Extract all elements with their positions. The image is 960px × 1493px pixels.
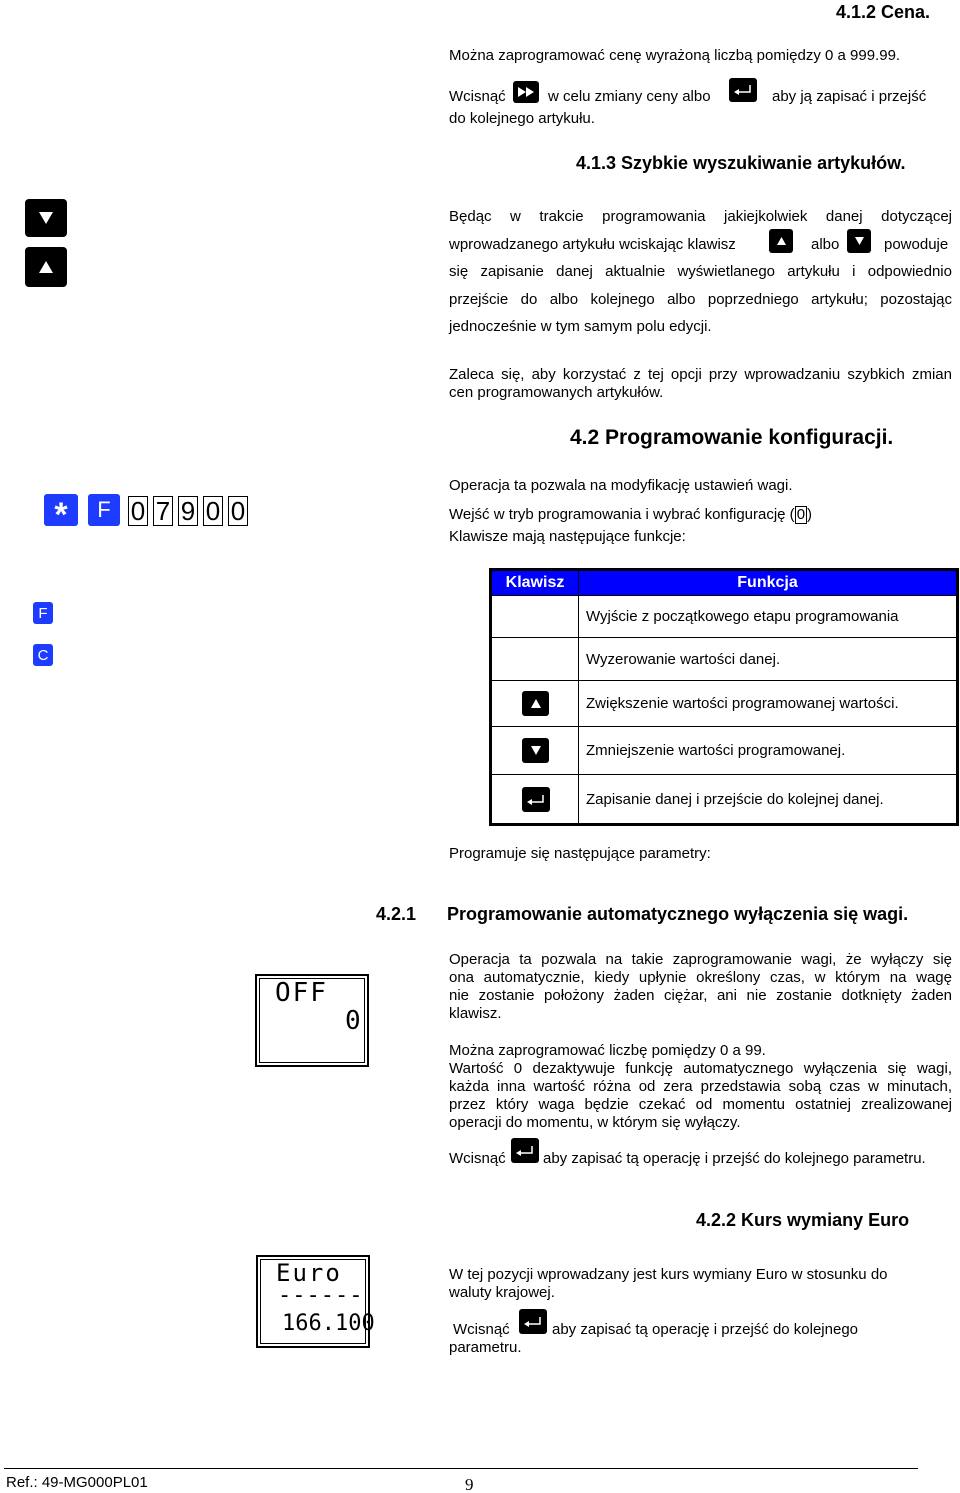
table-row <box>491 638 958 681</box>
lcd-value: 166.100 <box>282 1311 375 1336</box>
table-row <box>491 596 958 638</box>
table-function-cell: Wyzerowanie wartości danej. <box>579 638 958 681</box>
down-arrow-key-icon <box>522 738 549 763</box>
up-arrow-key-icon <box>522 691 549 716</box>
text-line: aby ją zapisać i przejść <box>772 88 927 105</box>
down-arrow-key-icon <box>25 199 67 237</box>
text-line: waluty krajowej. <box>449 1284 555 1301</box>
text-span: Wejść w tryb programowania i wybrać konfigurację ( <box>449 506 795 523</box>
heading-4-2-1: Programowanie automatycznego wyłączenia się wagi. <box>447 904 909 924</box>
text-line: ona automatycznie, kiedy upłynie określony czas, w którym na wagę <box>449 969 952 986</box>
table-function-cell: Zwiększenie wartości programowanej wartości. <box>579 681 958 727</box>
table-row <box>491 775 958 825</box>
heading-number-4-2-1: 4.2.1 <box>376 904 417 924</box>
enter-key-icon <box>729 78 757 102</box>
text-line: Operacja ta pozwala na takie zaprogramowanie wagi, że wyłączy się <box>449 951 952 968</box>
text-line: aby zapisać tą operację i przejść do kolejnego parametru. <box>543 1150 926 1167</box>
page-number: 9 <box>465 1475 474 1493</box>
lcd-display-off <box>255 974 369 1067</box>
text-line: Zaleca się, aby korzystać z tej opcji przy wprowadzaniu szybkich zmian <box>449 366 952 383</box>
text-line: albo <box>811 236 840 253</box>
f-key-icon: F <box>33 602 53 624</box>
text-line: cen programowanych artykułów. <box>449 384 664 401</box>
lcd-display-euro <box>256 1255 375 1348</box>
table-key-cell <box>491 727 579 775</box>
down-arrow-key-icon <box>847 229 871 253</box>
column-header-function: Funkcja <box>579 570 958 596</box>
table-key-cell <box>491 596 579 638</box>
text-line: przez który waga będzie czekać od momentu ostatniej zrealizowanej <box>449 1096 952 1113</box>
text-line: nie zostanie położony żaden ciężar, ani nie zostanie dotknięty żaden <box>449 987 952 1004</box>
text-line: Programuje się następujące parametry: <box>449 845 711 862</box>
lcd-text: OFF <box>275 978 328 1008</box>
text-line: powoduje <box>884 236 949 253</box>
heading-4-1-3: 4.1.3 Szybkie wyszukiwanie artykułów. <box>576 153 906 173</box>
text-line: Będąc w trakcie programowania jakiejkolwiek danej dotyczącej <box>449 208 952 225</box>
text-line: Można zaprogramować cenę wyrażoną liczbą pomiędzy 0 a 999.99. <box>449 47 901 64</box>
text-line: operacji do momentu, w którym się wyłączy. <box>449 1114 741 1131</box>
table-function-cell: Zmniejszenie wartości programowanej. <box>579 727 958 775</box>
table-function-cell: Zapisanie danej i przejście do kolejnej danej. <box>579 775 958 825</box>
text-line: wprowadzanego artykułu wciskając klawisz <box>449 236 736 253</box>
table-key-cell <box>491 681 579 727</box>
heading-4-1-2: 4.1.2 Cena. <box>836 2 931 22</box>
config-digit-box: 0 <box>796 506 806 523</box>
text-line: Można zaprogramować liczbę pomiędzy 0 a 99. <box>449 1042 766 1059</box>
sequence-digit: 0 <box>228 496 248 526</box>
table-row <box>491 727 958 775</box>
lcd-value: 0 <box>345 1006 363 1036</box>
footer-ref: Ref.: 49-MG000PL01 <box>6 1474 148 1491</box>
table-function-cell: Wyjście z początkowego etapu programowania <box>579 596 958 638</box>
lcd-text: Euro <box>276 1259 342 1287</box>
text-line: Wcisnąć <box>453 1321 510 1338</box>
enter-key-icon <box>519 1309 547 1334</box>
text-line: parametru. <box>449 1339 522 1356</box>
sequence-digit: 0 <box>128 496 148 526</box>
text-line: Wcisnąć <box>449 88 506 105</box>
text-line: Operacja ta pozwala na modyfikację ustawień wagi. <box>449 477 793 494</box>
fast-forward-key-icon <box>513 81 539 103</box>
sequence-digit: 0 <box>203 496 223 526</box>
text-line: klawisz. <box>449 1005 502 1022</box>
sequence-digit: 9 <box>178 496 198 526</box>
heading-4-2-2: 4.2.2 Kurs wymiany Euro <box>696 1210 910 1230</box>
table-row <box>491 681 958 727</box>
text-line <box>449 506 812 524</box>
text-line: przejście do albo kolejnego albo poprzedniego artykułu; pozostając <box>449 291 952 308</box>
table-header-row <box>491 570 958 596</box>
text-line: Wcisnąć <box>449 1150 506 1167</box>
text-line: jednocześnie w tym samym polu edycji. <box>449 318 712 335</box>
text-line: aby zapisać tą operację i przejść do kolejnego <box>552 1321 859 1338</box>
text-line: w celu zmiany ceny albo <box>548 88 711 105</box>
enter-key-icon <box>511 1138 539 1163</box>
table-key-cell <box>491 638 579 681</box>
column-header-key: Klawisz <box>491 570 579 596</box>
sequence-digit: 7 <box>153 496 173 526</box>
star-key-icon: * <box>44 494 78 526</box>
up-arrow-key-icon <box>25 247 67 287</box>
up-arrow-key-icon <box>769 229 793 253</box>
text-line: W tej pozycji wprowadzany jest kurs wymiany Euro w stosunku do <box>449 1266 888 1283</box>
heading-4-2: 4.2 Programowanie konfiguracji. <box>570 426 894 449</box>
key-function-table <box>489 568 959 826</box>
text-line: się zapisanie danej aktualnie wyświetlanego artykułu i odpowiednio <box>449 263 952 280</box>
text-line: każda inna wartość różna od zera przedstawia sobą czas w minutach, <box>449 1078 952 1095</box>
text-line: do kolejnego artykułu. <box>449 110 595 127</box>
enter-key-icon <box>522 787 550 812</box>
f-key-icon: F <box>88 494 120 526</box>
c-key-icon: C <box>33 644 53 666</box>
text-line: Klawisze mają następujące funkcje: <box>449 528 686 545</box>
footer-rule <box>4 1468 918 1469</box>
text-span: ) <box>807 506 813 523</box>
table-key-cell <box>491 775 579 825</box>
text-line: Wartość 0 dezaktywuje funkcję automatycznego wyłączenia się wagi, <box>449 1060 952 1077</box>
lcd-dashes: ------ <box>278 1283 364 1308</box>
